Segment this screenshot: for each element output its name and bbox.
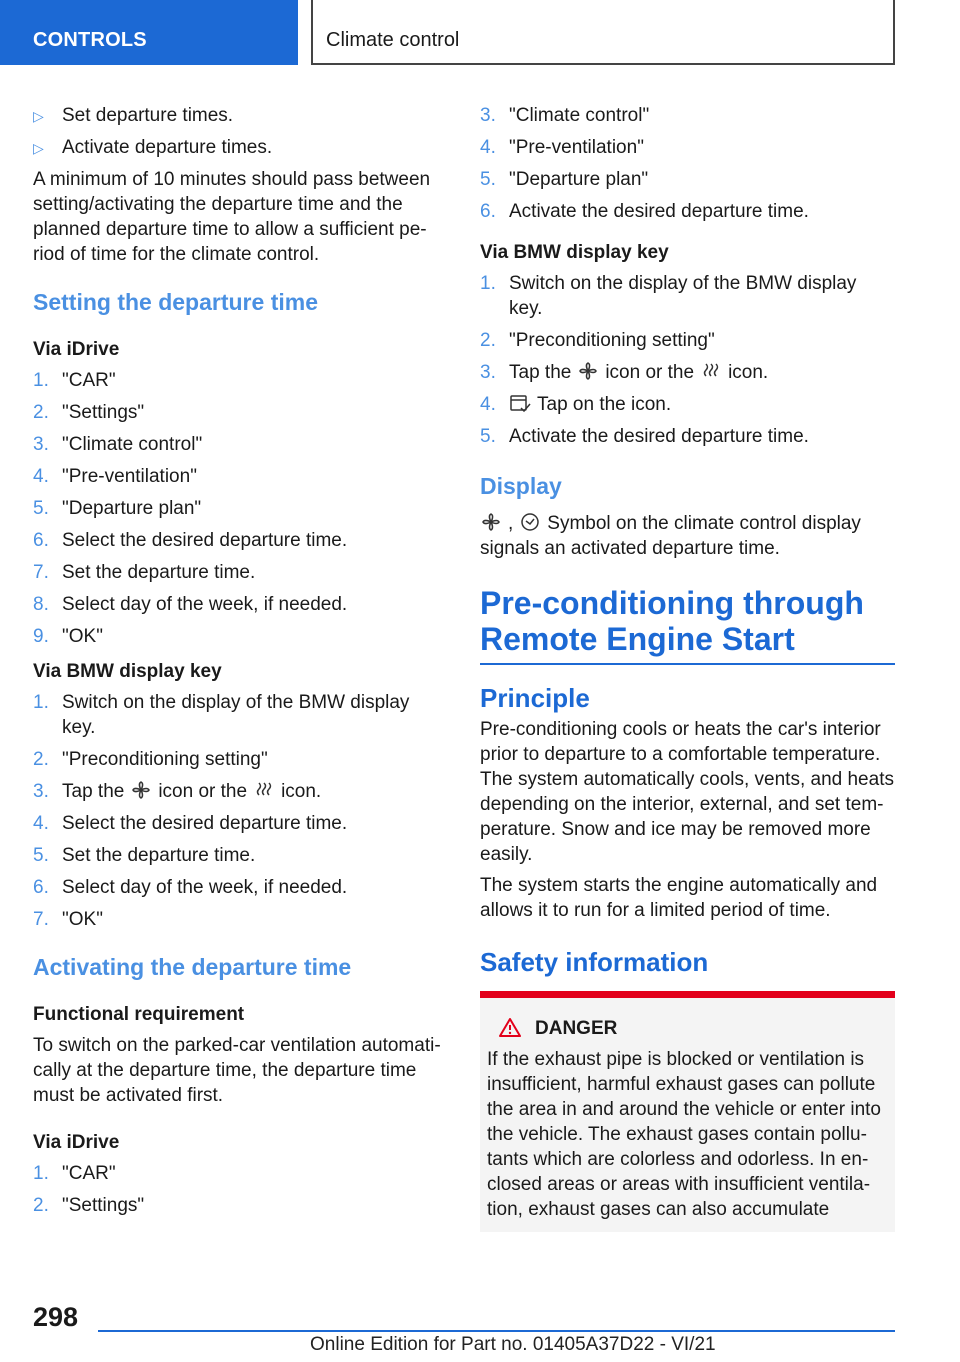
list-item: 6. Select day of the week, if needed. — [33, 877, 348, 898]
principle-heading: Principle — [480, 683, 590, 713]
display-paragraph: , Symbol on the climate control display signals an activated departure time. — [480, 513, 861, 559]
intro-bullets — [33, 103, 445, 160]
danger-box — [480, 991, 895, 1232]
list-item: 1. Switch on the display of the BMW display key. — [33, 692, 410, 738]
list-item: 1. Switch on the display of the BMW display key. — [480, 273, 857, 319]
danger-label: DANGER — [535, 1018, 618, 1039]
triangle-bullet-icon: ▷ — [33, 140, 44, 156]
list-item: 2. "Settings" — [33, 402, 145, 423]
heading-rule — [480, 663, 895, 665]
list-item: 2. "Preconditioning setting" — [480, 330, 715, 351]
list-item: 4. "Pre-ventilation" — [33, 466, 197, 487]
list-item: 8. Select day of the week, if needed. — [33, 594, 348, 615]
idrive-steps — [33, 368, 445, 649]
list-item: ▷ Set departure times. — [33, 103, 445, 128]
list-item: 3. Tap the icon or the icon. — [480, 362, 769, 383]
idrive-activate-steps-continued — [480, 103, 895, 224]
via-idrive-label: Via iDrive — [33, 339, 120, 360]
display-heading: Display — [480, 473, 562, 499]
list-item: 4. "Pre-ventilation" — [480, 137, 644, 158]
via-display-key-label-2: Via BMW display key — [480, 242, 669, 263]
calendar-check-icon — [509, 393, 531, 413]
list-item: 2. "Preconditioning setting" — [33, 749, 268, 770]
list-item: 1. "CAR" — [33, 1163, 116, 1184]
list-item: 3. "Climate control" — [33, 434, 203, 455]
left-column — [33, 103, 445, 1225]
ventilation-fan-icon — [577, 361, 599, 381]
ventilation-fan-icon — [130, 780, 152, 800]
list-item: ▷ Activate departure times. — [33, 135, 445, 160]
list-item: 7. Set the departure time. — [33, 562, 256, 583]
footer-edition: Online Edition for Part no. 01405A37D22 - VI/21 — [310, 1334, 716, 1355]
list-item: 4. Tap on the icon. — [480, 394, 672, 415]
clock-timer-icon — [519, 512, 541, 532]
list-item: 5. Activate the desired departure time. — [480, 426, 809, 447]
section-tab[interactable]: CONTROLS — [0, 0, 298, 65]
via-display-key-label: Via BMW display key — [33, 661, 222, 682]
list-item: 6. Select the desired departure time. — [33, 530, 348, 551]
warning-triangle-icon — [499, 1017, 521, 1037]
setting-departure-heading: Setting the departure time — [33, 289, 318, 315]
list-item: 5. "Departure plan" — [33, 498, 202, 519]
right-column — [480, 103, 895, 1232]
list-item: 7. "OK" — [33, 909, 103, 930]
display-key-activate-steps — [480, 271, 895, 449]
list-item: 6. Activate the desired departure time. — [480, 201, 809, 222]
precond-heading: Pre-conditioning through Remote Engine Start — [480, 585, 864, 657]
via-idrive-label-2: Via iDrive — [33, 1132, 120, 1153]
heating-vent-icon — [700, 361, 722, 381]
list-item: 4. Select the desired departure time. — [33, 813, 348, 834]
list-item: 5. "Departure plan" — [480, 169, 649, 190]
triangle-bullet-icon: ▷ — [33, 108, 44, 124]
principle-paragraph-1: Pre-conditioning cools or heats the car's interior prior to departure to a comfortable temperature. The system automatically cools, vents, and heats depending on the interior, external, and set temperature. Snow and ice may be removed more easily. — [480, 719, 894, 865]
idrive-activate-steps — [33, 1161, 445, 1218]
safety-heading: Safety information — [480, 947, 709, 977]
list-item: 2. "Settings" — [33, 1195, 145, 1216]
list-item: 3. "Climate control" — [480, 105, 650, 126]
functional-requirement-label: Functional requirement — [33, 1004, 245, 1025]
activating-departure-heading: Activating the departure time — [33, 954, 352, 980]
list-item: 3. Tap the icon or the icon. — [33, 781, 322, 802]
functional-requirement-paragraph: To switch on the parked-car ventilation automatically at the departure time, the departure time must be activated first. — [33, 1035, 441, 1106]
principle-paragraph-2: The system starts the engine automatically and allows it to run for a limited period of time. — [480, 875, 878, 921]
chapter-title: Climate control — [311, 0, 895, 65]
intro-paragraph: A minimum of 10 minutes should pass between setting/activating the departure time and the planned departure time to allow a sufficient period of time for the climate control. — [33, 169, 431, 265]
display-key-steps — [33, 690, 445, 932]
list-item: 5. Set the departure time. — [33, 845, 256, 866]
list-item: 9. "OK" — [33, 626, 103, 647]
footer-rule — [98, 1330, 895, 1332]
page-number: 298 — [33, 1302, 79, 1332]
heating-vent-icon — [253, 780, 275, 800]
danger-text: If the exhaust pipe is blocked or ventilation is insufficient, harmful exhaust gases can pollute the area in and around the vehicle or enter into the vehicle. The exhaust gases contain pollutants which are colorless and odorless. In enclosed areas or areas with insufficient ventilation, exhaust gases can also accumulate — [487, 1049, 881, 1220]
ventilation-fan-icon — [480, 512, 502, 532]
list-item: 1. "CAR" — [33, 370, 116, 391]
